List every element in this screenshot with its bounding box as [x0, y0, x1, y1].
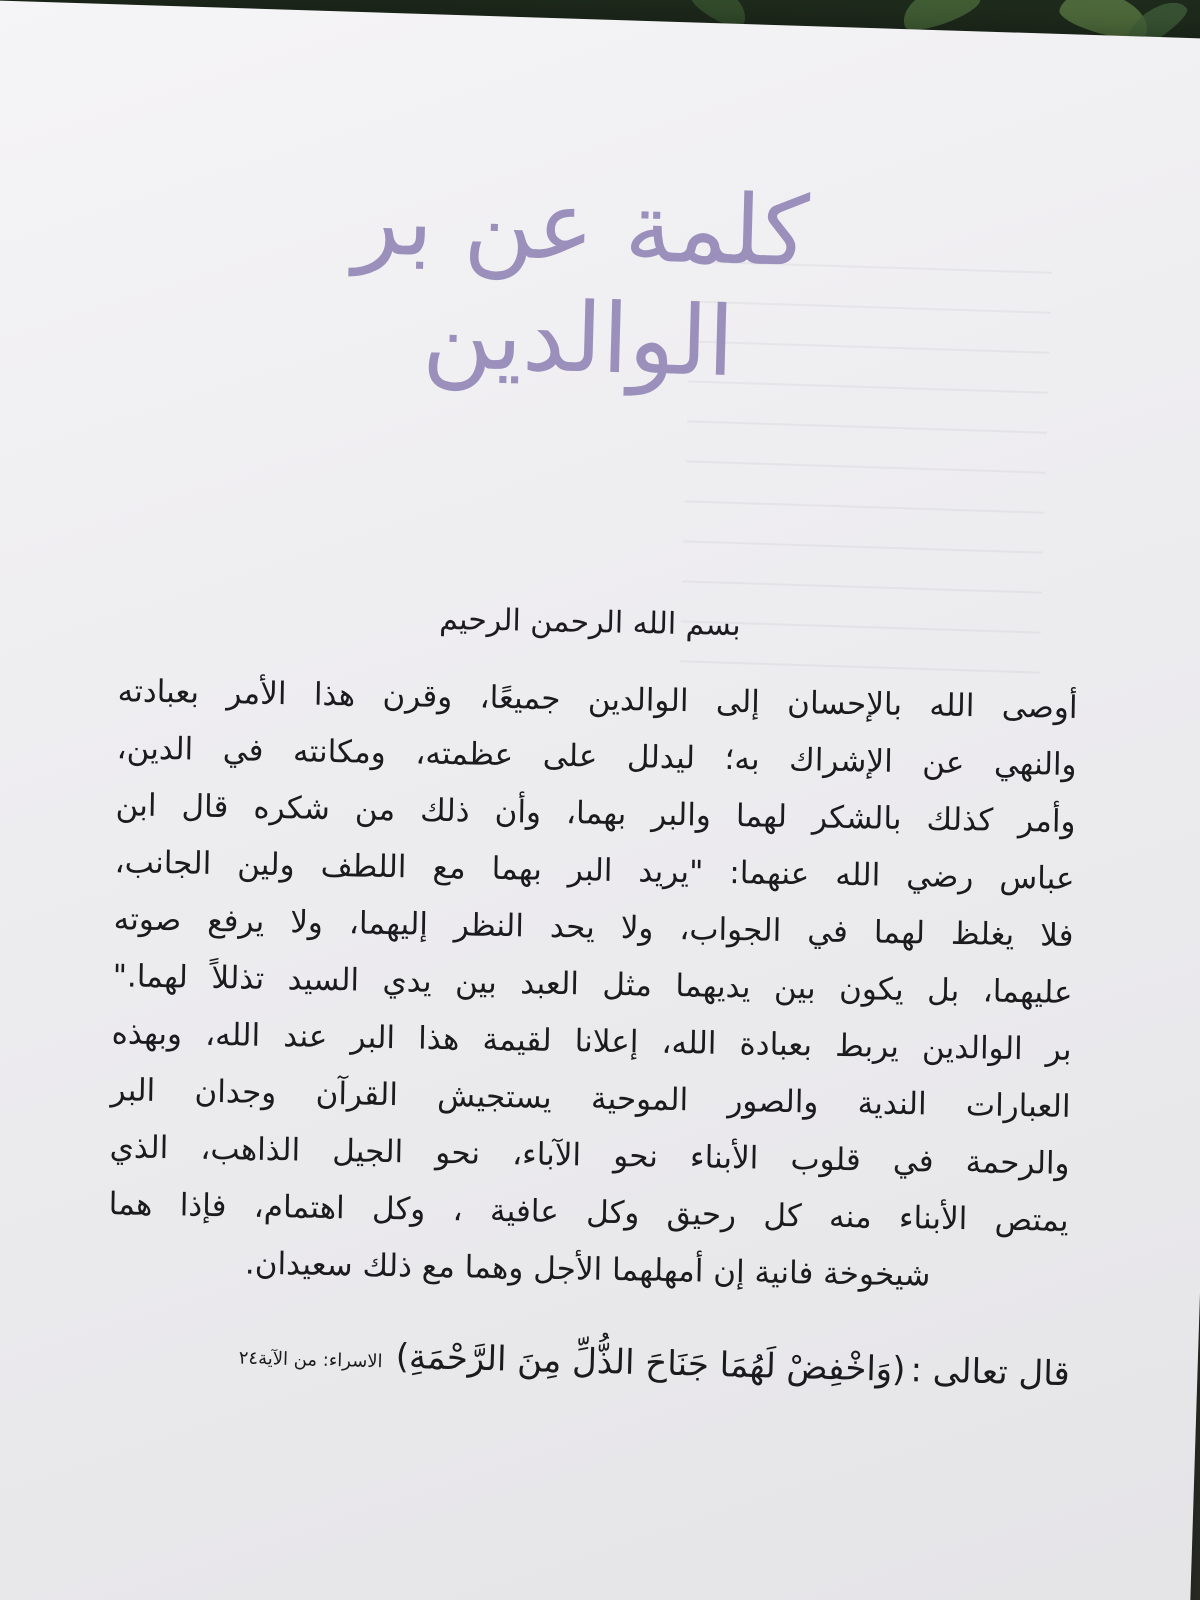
page-title: كلمة عن بر الوالدين — [352, 164, 811, 399]
paragraph-line: والرحمة في قلوب الأبناء نحو الآباء، نحو الجيل الذاهب، الذي — [109, 1129, 1070, 1182]
body-paragraph — [107, 663, 1078, 1307]
quran-verse — [130, 1330, 1071, 1395]
paragraph-line: العبارات الندية والصور الموحية يستجيش القرآن وجدان البر — [110, 1072, 1071, 1125]
paragraph-line: والنهي عن الإشراك به؛ ليدلل على عظمته، ومكانته في الدين، — [116, 730, 1077, 783]
paragraph-line: أوصى الله بالإحسان إلى الوالدين جميعًا، وقرن هذا الأمر بعبادته — [117, 673, 1078, 726]
paragraph-line: وأمر كذلك بالشكر لهما والبر بهما، وأن ذلك من شكره قال ابن — [115, 787, 1076, 840]
verse-text: (وَاخْفِضْ لَهُمَا جَنَاحَ الذُّلِّ مِنَ الرَّحْمَةِ) — [395, 1336, 907, 1390]
paragraph-line: عليهما، بل يكون بين يديهما مثل العبد بين يدي السيد تذللاً لهما." — [112, 958, 1073, 1011]
verse-lead: قال تعالى : — [910, 1350, 1071, 1395]
verse-reference: الاسراء: من الآية٢٤ — [238, 1347, 383, 1373]
paragraph-line: بر الوالدين يربط بعبادة الله، إعلانا لقيمة هذا البر عند الله، وبهذه — [111, 1015, 1072, 1068]
paragraph-line: يمتص الأبناء منه كل رحيق وكل عافية ، وكل اهتمام، فإذا هما — [108, 1186, 1069, 1239]
paragraph-line: شيخوخة فانية إن أمهلهما الأجل وهما مع ذلك سعيدان. — [244, 1245, 931, 1294]
paragraph-line: عباس رضي الله عنهما: "يريد البر بهما مع اللطف ولين الجانب، — [114, 844, 1075, 897]
paragraph-line: فلا يغلظ لهما في الجواب، ولا يحد النظر إليهما، ولا يرفع صوته — [113, 901, 1074, 954]
basmala: بسم الله الرحمن الرحيم — [438, 601, 742, 644]
